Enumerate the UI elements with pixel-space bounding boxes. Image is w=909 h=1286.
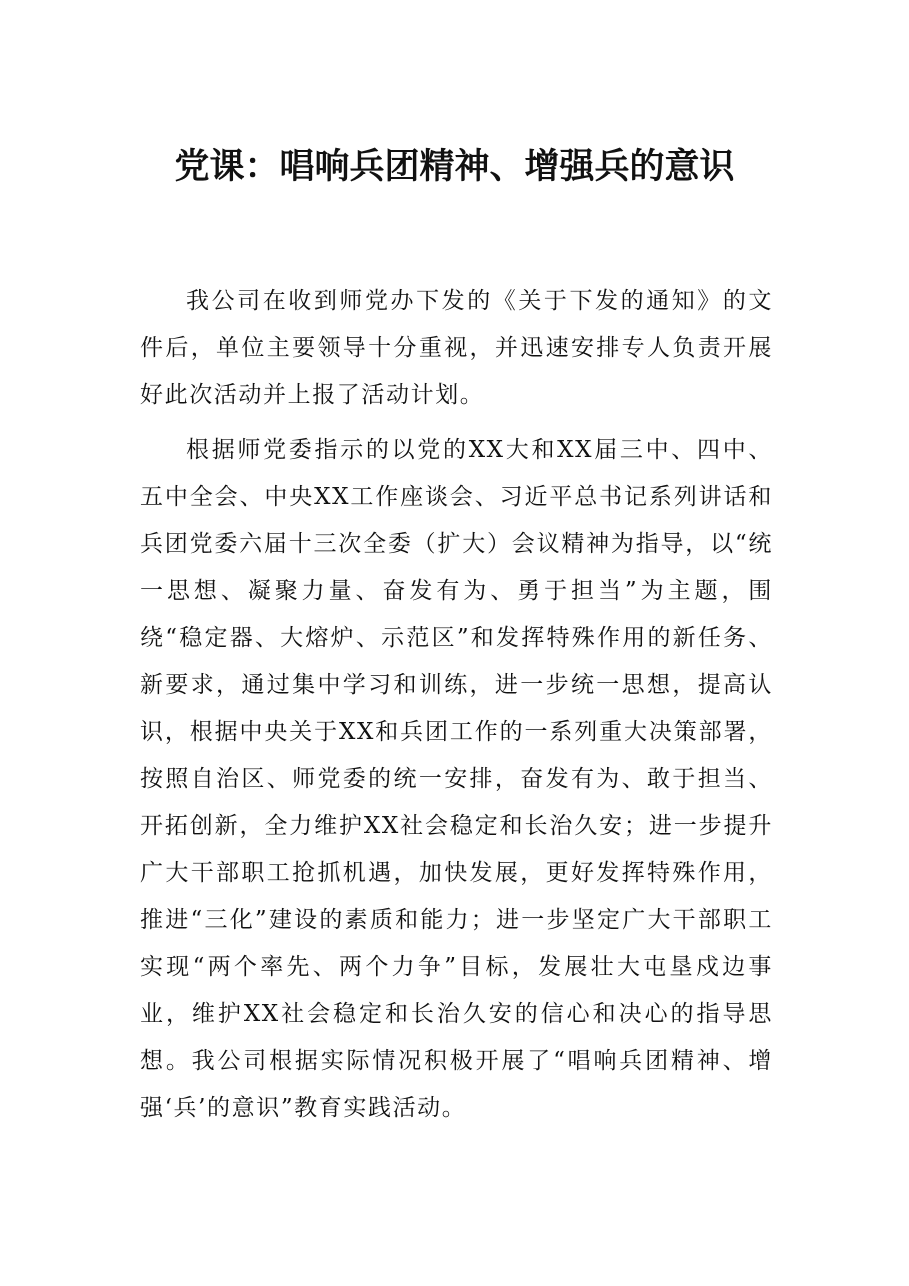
paragraph-2: 根据师党委指示的以党的XX大和XX届三中、四中、五中全会、中央XX工作座谈会、习近平总书记系列讲话和兵团党委六届十三次全委（扩大）会议精神为指导，以“统一思想、凝聚力量、奋发有为、勇于担当”为主题，围绕“稳定器、大熔炉、示范区”和发挥特殊作用的新任务、新要求，通过集中学习和训练，进一步统一思想，提高认识，根据中央关于XX和兵团工作的一系列重大决策部署，按照自治区、师党委的统一安排，奋发有为、敢于担当、开拓创新，全力维护XX社会稳定和长治久安；进一步提升广大干部职工抢抓机遇，加快发展，更好发挥特殊作用，推进“三化”建设的素质和能力；进一步坚定广大干部职工实现“两个率先、两个力争”目标，发展壮大屯垦戍边事业，维护XX社会稳定和长治久安的信心和决心的指导思想。我公司根据实际情况积极开展了“唱响兵团精神、增强‘兵’的意识”教育实践活动。 <box>140 437 773 1121</box>
document-body <box>140 278 773 1140</box>
paragraph-1: 我公司在收到师党办下发的《关于下发的通知》的文件后，单位主要领导十分重视，并迅速安排专人负责开展好此次活动并上报了活动计划。 <box>140 288 773 408</box>
document-title: 党课：唱响兵团精神、增强兵的意识 <box>174 146 735 187</box>
